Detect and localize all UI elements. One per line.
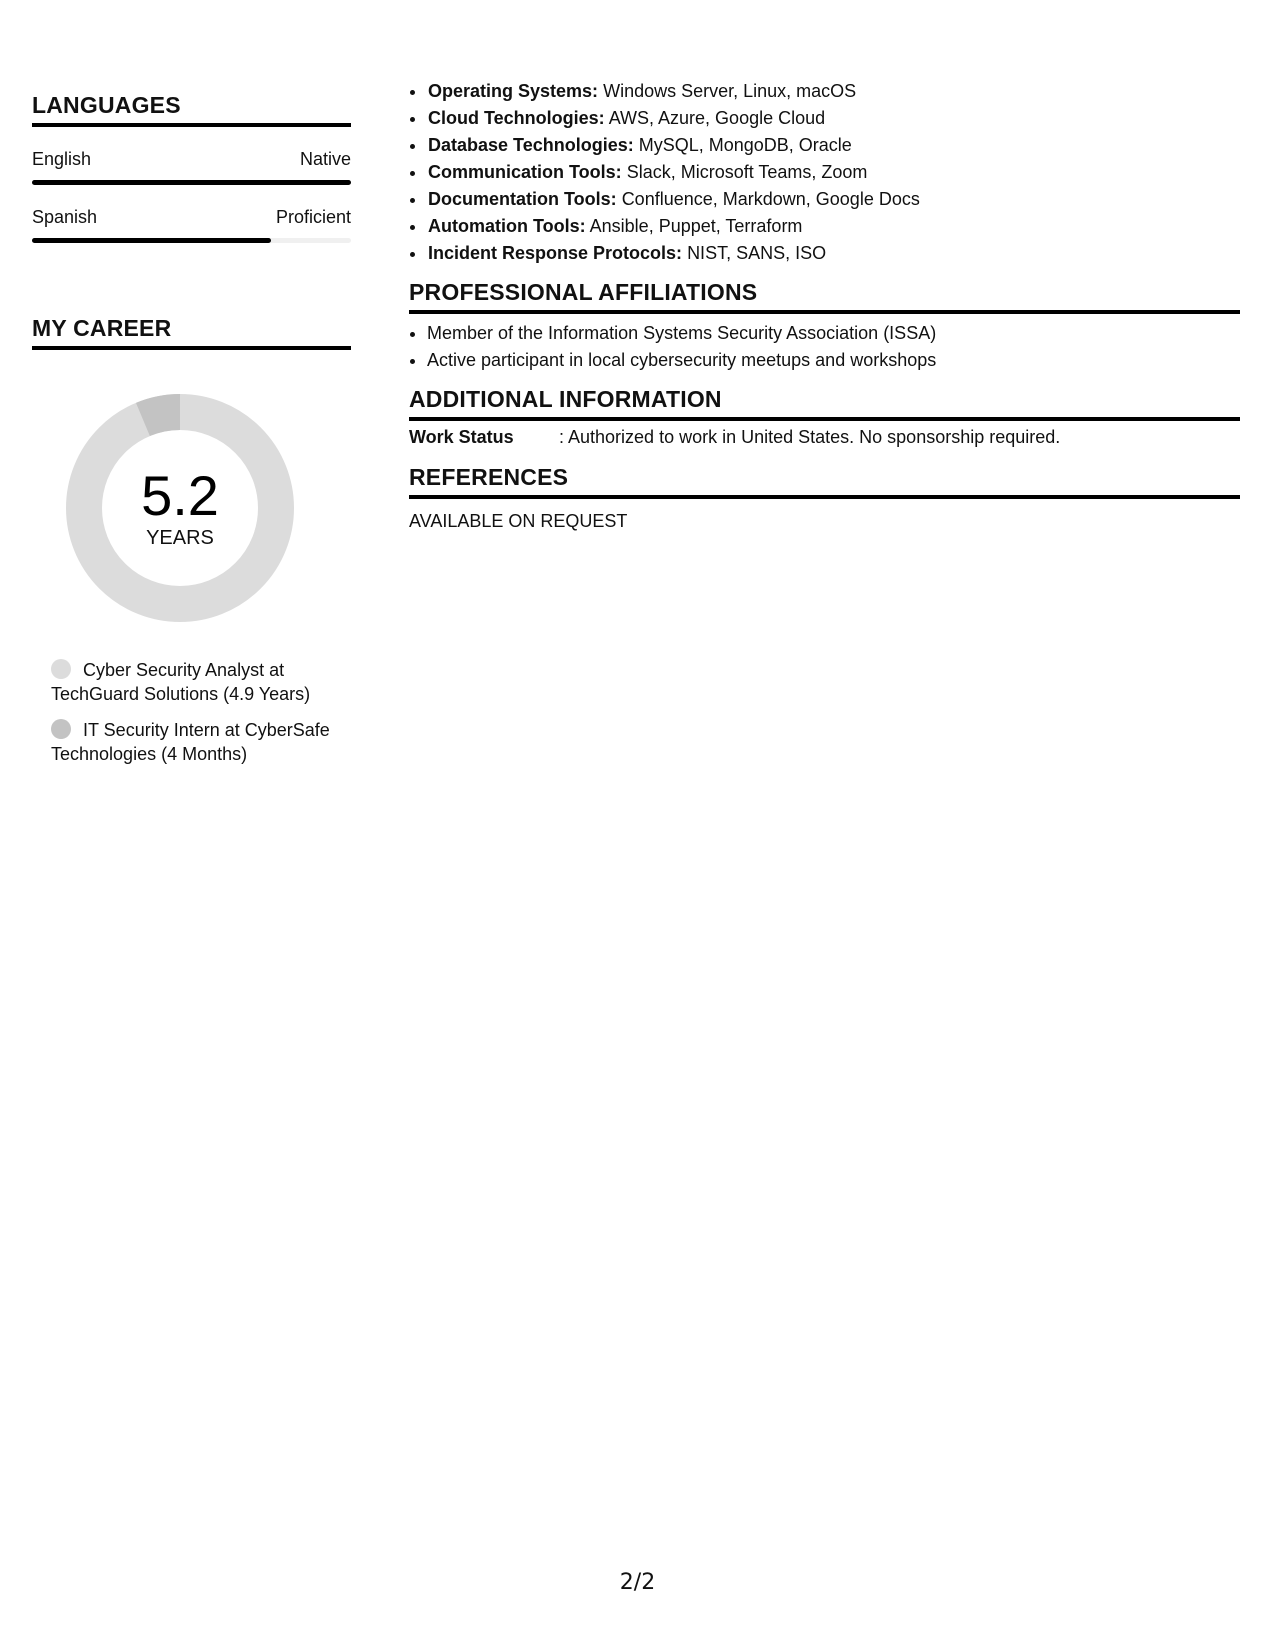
career-section <box>32 315 351 766</box>
skill-label: Documentation Tools: <box>428 189 617 209</box>
affiliations-heading: PROFESSIONAL AFFILIATIONS <box>409 279 1240 314</box>
skill-label: Operating Systems: <box>428 81 599 101</box>
career-legend-label: IT Security Intern at CyberSafe Technologies (4 Months) <box>51 720 330 764</box>
language-proficiency-bar <box>32 180 351 185</box>
skill-value: NIST, SANS, ISO <box>687 243 827 263</box>
work-status-value: : Authorized to work in United States. No sponsorship required. <box>559 427 1061 447</box>
affiliation-item: • Active participant in local cybersecurity meetups and workshops <box>427 347 1240 374</box>
language-item-english <box>32 149 351 185</box>
skill-item <box>427 186 1240 213</box>
skill-value: Windows Server, Linux, macOS <box>603 81 857 101</box>
language-name: Spanish <box>32 207 98 227</box>
skill-label: Incident Response Protocols: <box>428 243 683 263</box>
skill-label: Database Technologies: <box>428 135 634 155</box>
career-total-years: 5.2 <box>141 463 219 527</box>
career-heading: MY CAREER <box>32 315 351 350</box>
language-level: Native <box>299 149 351 169</box>
left-column <box>32 92 351 778</box>
skill-label: Automation Tools: <box>428 216 586 236</box>
career-donut-chart <box>66 394 294 622</box>
language-proficiency-fill <box>32 238 271 243</box>
skill-item <box>427 213 1240 240</box>
legend-dot-icon <box>51 659 71 679</box>
skill-value: Ansible, Puppet, Terraform <box>589 216 803 236</box>
language-item-spanish <box>32 207 351 243</box>
page-number: 2/2 <box>619 1570 656 1595</box>
work-status-label: Work Status <box>409 427 514 447</box>
language-proficiency-bar <box>32 238 351 243</box>
career-legend-item <box>51 718 341 766</box>
affiliations-list <box>409 320 1240 374</box>
skill-value: Confluence, Markdown, Google Docs <box>621 189 920 209</box>
languages-heading: LANGUAGES <box>32 92 351 127</box>
references-section <box>409 464 1240 532</box>
affiliation-item: • Member of the Information Systems Security Association (ISSA) <box>427 320 1240 347</box>
skill-value: AWS, Azure, Google Cloud <box>608 108 826 128</box>
career-total-unit: YEARS <box>146 526 214 549</box>
skill-item <box>427 240 1240 267</box>
skill-item <box>427 159 1240 186</box>
references-heading: REFERENCES <box>409 464 1240 499</box>
skill-label: Cloud Technologies: <box>428 108 605 128</box>
career-legend <box>51 658 341 766</box>
skill-item <box>427 78 1240 105</box>
legend-dot-icon <box>51 719 71 739</box>
skills-list <box>409 78 1240 267</box>
language-level: Proficient <box>275 207 351 227</box>
right-column <box>409 78 1240 532</box>
career-legend-label: Cyber Security Analyst at TechGuard Solutions (4.9 Years) <box>51 660 311 704</box>
work-status-row <box>409 427 1240 448</box>
references-text: AVAILABLE ON REQUEST <box>409 511 628 531</box>
additional-info-section <box>409 386 1240 448</box>
skill-value: MySQL, MongoDB, Oracle <box>638 135 852 155</box>
skill-item <box>427 132 1240 159</box>
skill-label: Communication Tools: <box>428 162 622 182</box>
skill-item <box>427 105 1240 132</box>
skill-value: Slack, Microsoft Teams, Zoom <box>626 162 868 182</box>
language-proficiency-fill <box>32 180 351 185</box>
affiliations-section <box>409 279 1240 374</box>
career-legend-item <box>51 658 341 706</box>
additional-info-heading: ADDITIONAL INFORMATION <box>409 386 1240 421</box>
language-name: English <box>32 149 92 169</box>
